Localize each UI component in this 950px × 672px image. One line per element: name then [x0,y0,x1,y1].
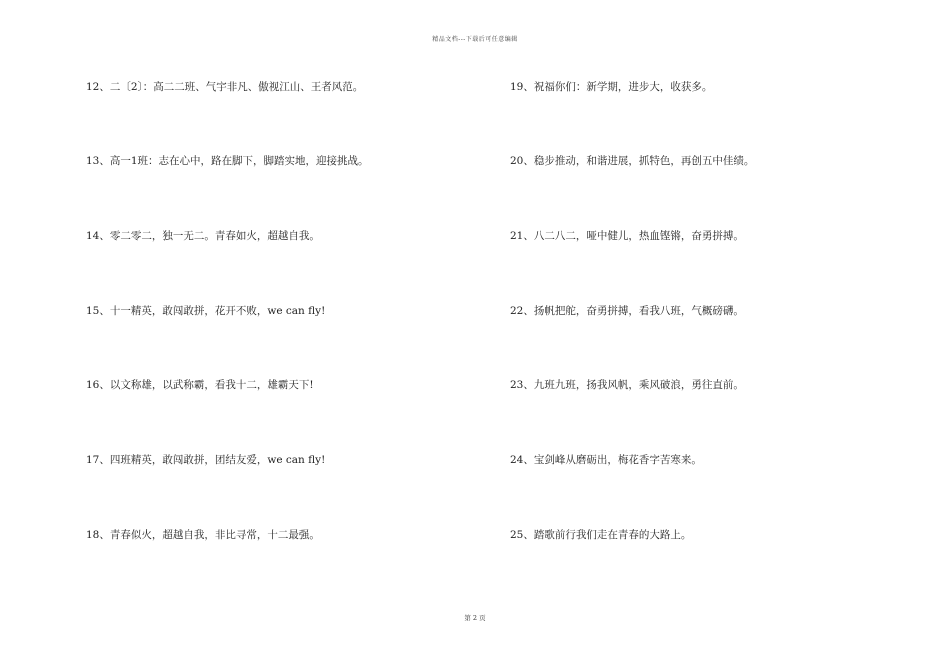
slogan-line: 16、以文称雄，以武称霸，看我十二，雄霸天下! [86,379,314,391]
slogan-line: 17、四班精英，敢闯敢拼，团结友爱，we can fly! [86,454,326,466]
slogan-line: 19、祝福你们：新学期，进步大，收获多。 [510,81,713,93]
slogan-line: 18、青春似火，超越自我，非比寻常，十二最强。 [86,529,320,541]
slogan-line: 25、踏歌前行我们走在青春的大路上。 [510,529,692,541]
slogan-line: 24、宝剑峰从磨砺出，梅花香字苦寒来。 [510,454,702,466]
page-header: 精品文档---下载后可任意编辑 [432,36,518,43]
slogan-line: 22、扬帆把舵，奋勇拼搏，看我八班，气概磅礴。 [510,305,744,317]
slogan-line: 13、高一1班：志在心中，路在脚下，脚踏实地，迎接挑战。 [86,155,369,167]
slogan-line: 14、零二零二，独一无二。青春如火，超越自我。 [86,230,320,242]
slogan-line: 23、九班九班，扬我风帆，乘风破浪，勇往直前。 [510,379,744,391]
slogan-line: 21、八二八二，哑中健儿，热血铿锵，奋勇拼搏。 [510,230,744,242]
page-number: 第 2 页 [464,614,486,622]
slogan-line: 20、稳步推动，和谐进展，抓特色，再创五中佳绩。 [510,155,755,167]
slogan-line: 15、十一精英，敢闯敢拼，花开不败，we can fly! [86,305,326,317]
slogan-line: 12、二〔2〕：高二二班、气宇非凡、傲视江山、王者风范。 [86,81,364,93]
